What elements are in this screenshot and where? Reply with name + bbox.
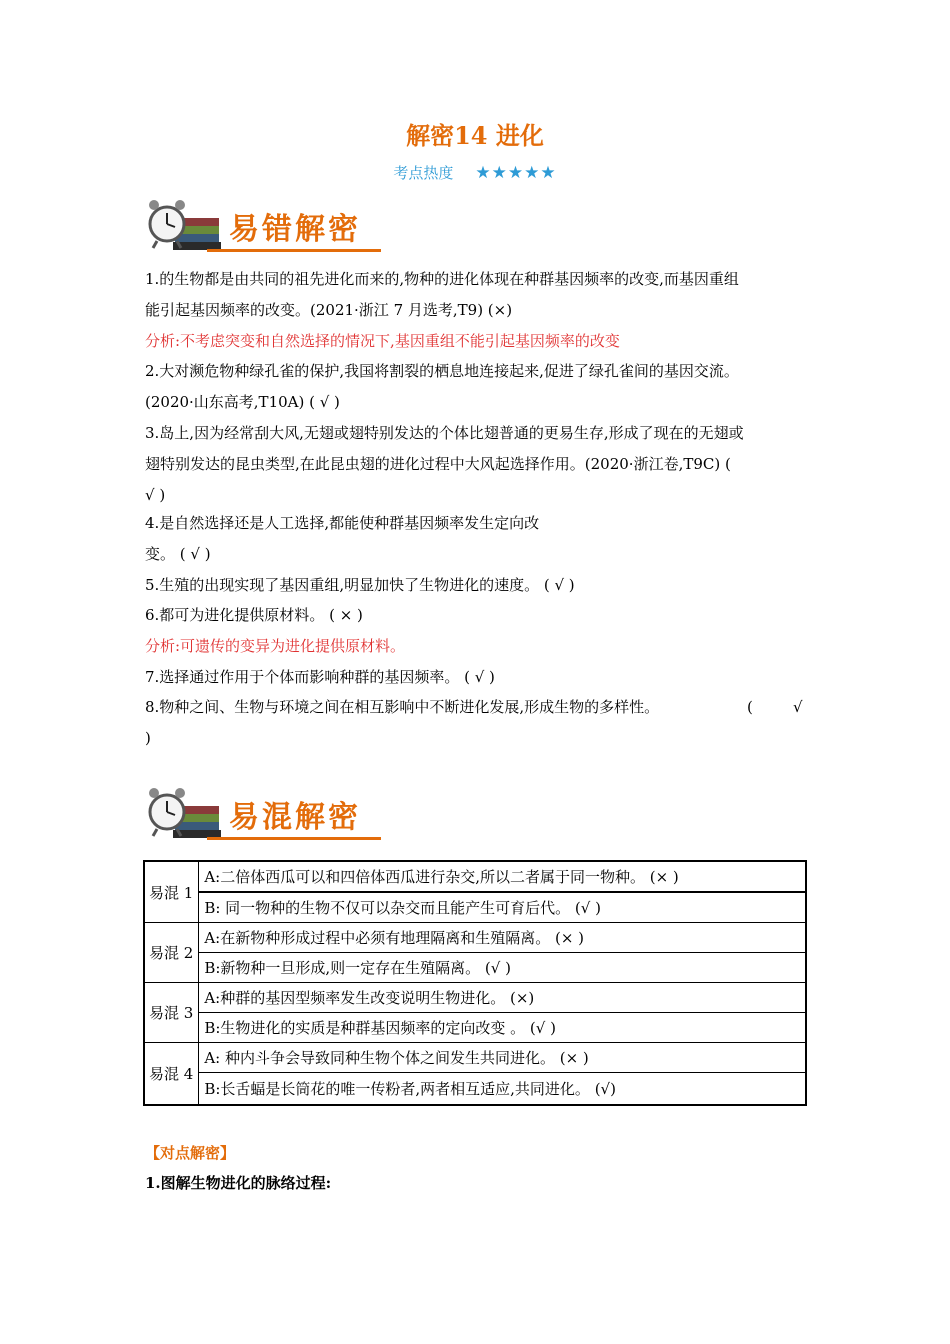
banner-label: 易混解密 bbox=[229, 800, 361, 835]
statement-a: A:在新物种形成过程中必须有地理隔离和生殖隔离。 (× ) bbox=[199, 923, 806, 953]
star-rating: ★★★★★ bbox=[475, 163, 557, 183]
statement-b: B:生物进化的实质是种群基因频率的定向改变 。 (√ ) bbox=[199, 1013, 806, 1043]
alarm-clock-books-icon bbox=[145, 784, 225, 842]
banner-label: 易错解密 bbox=[229, 212, 361, 247]
section-subheading: 1.图解生物进化的脉络过程: bbox=[145, 1174, 332, 1192]
error-item-8: 8.物种之间、生物与环境之间在相互影响中不断进化发展,形成生物的多样性。 ( √ ) bbox=[145, 698, 803, 747]
analysis-text: 分析:可遗传的变异为进化提供原材料。 bbox=[145, 637, 406, 655]
table-row bbox=[144, 1073, 806, 1106]
error-item-5: 5.生殖的出现实现了基因重组,明显加快了生物进化的速度。 ( √ ) bbox=[145, 576, 575, 594]
table-row bbox=[144, 983, 806, 1013]
error-item-3: 3.岛上,因为经常刮大风,无翅或翅特别发达的个体比翅普通的更易生存,形成了现在的无翅或 翅特别发达的昆虫类型,在此昆虫翅的进化过程中大风起选择作用。(2020·浙江卷,T9C) ( √ ) bbox=[145, 424, 744, 504]
error-item-2: 2.大对濒危物种绿孔雀的保护,我国将割裂的栖息地连接起来,促进了绿孔雀间的基因交流。 (2020·山东高考,T10A) ( √ ) bbox=[145, 362, 739, 411]
statement-a: A: 种内斗争会导致同种生物个体之间发生共同进化。 (× ) bbox=[199, 1043, 806, 1073]
table-row bbox=[144, 953, 806, 983]
section-tag: 【对点解密】 bbox=[145, 1144, 236, 1162]
error-item-7: 7.选择通过作用于个体而影响种群的基因频率。 ( √ ) bbox=[145, 668, 495, 686]
banner-underline bbox=[207, 837, 381, 840]
statement-a: A:种群的基因型频率发生改变说明生物进化。 (×) bbox=[199, 983, 806, 1013]
row-label: 易混 1 bbox=[144, 861, 199, 923]
error-item-1: 1.的生物都是由共同的祖先进化而来的,物种的进化体现在种群基因频率的改变,而基因重组 能引起基因频率的改变。(2021·浙江 7 月选考,T9) (×) 分析:不考虑突变和自然选择的情况下,基因重组不能引起基因频率的改变 bbox=[145, 264, 810, 357]
page-title: 解密14 进化 bbox=[406, 121, 544, 150]
heat-label: 考点热度 bbox=[393, 164, 454, 182]
confusion-section-banner bbox=[145, 784, 381, 846]
confusion-table bbox=[143, 860, 807, 1106]
table-row bbox=[144, 1043, 806, 1073]
statement-b: B:新物种一旦形成,则一定存在生殖隔离。 (√ ) bbox=[199, 953, 806, 983]
statement-a: A:二倍体西瓜可以和四倍体西瓜进行杂交,所以二者属于同一物种。 (× ) bbox=[199, 861, 806, 892]
row-label: 易混 3 bbox=[144, 983, 199, 1043]
statement-b: B: 同一物种的生物不仅可以杂交而且能产生可育后代。 (√ ) bbox=[199, 892, 806, 923]
error-section-banner bbox=[145, 196, 381, 258]
table-row bbox=[144, 861, 806, 892]
row-label: 易混 2 bbox=[144, 923, 199, 983]
table-row bbox=[144, 923, 806, 953]
table-row bbox=[144, 892, 806, 923]
alarm-clock-books-icon bbox=[145, 196, 225, 254]
analysis-text: 分析:不考虑突变和自然选择的情况下,基因重组不能引起基因频率的改变 bbox=[145, 332, 620, 350]
error-item-4: 4.是自然选择还是人工选择,都能使种群基因频率发生定向改 变。 ( √ ) bbox=[145, 514, 540, 563]
banner-underline bbox=[207, 249, 381, 252]
error-item-6: 6.都可为进化提供原材料。 ( × ) 分析:可遗传的变异为进化提供原材料。 bbox=[145, 600, 810, 662]
statement-b: B:长舌蝠是长筒花的唯一传粉者,两者相互适应,共同进化。 (√) bbox=[199, 1073, 806, 1106]
row-label: 易混 4 bbox=[144, 1043, 199, 1106]
heat-rating bbox=[0, 162, 950, 183]
table-row bbox=[144, 1013, 806, 1043]
